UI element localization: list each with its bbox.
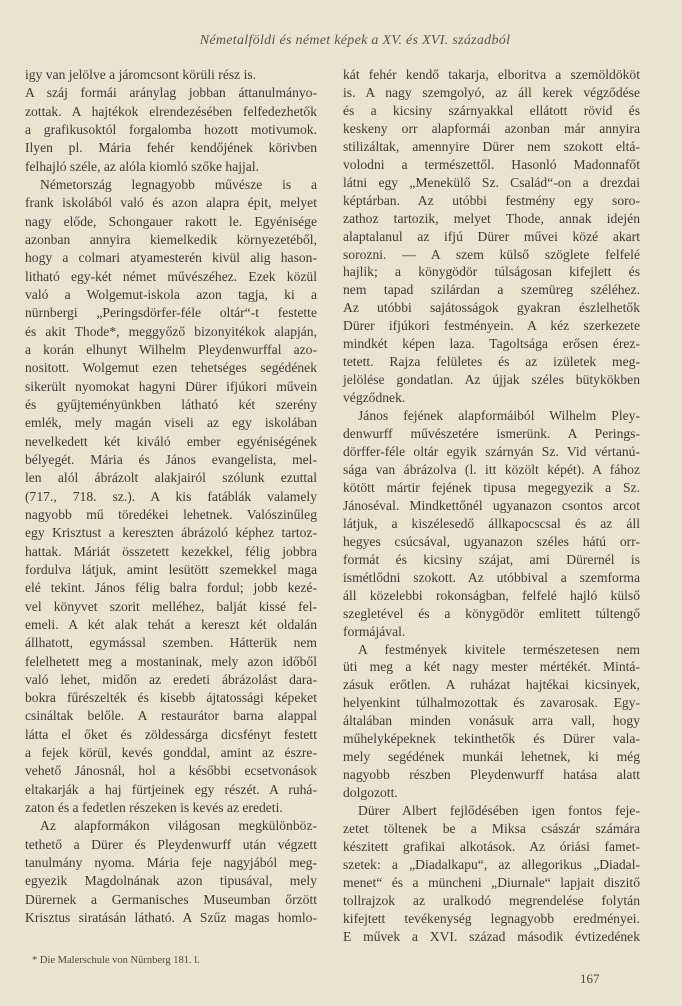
text-line: és gyűjteményünkben látható két szerény xyxy=(25,396,317,412)
text-line: vehető Jánosnál, hol a későbbi ecsetvonások xyxy=(25,763,317,779)
text-line: végződnek. xyxy=(343,390,406,406)
text-line: eltakarják a haj fürtjeinek egy részét. A ruhá- xyxy=(25,781,317,797)
text-line: a korán elhunyt Wilhelm Pleydenwurffal azo- xyxy=(25,341,317,357)
text-line: sága van ábrázolva (l. itt közölt képét). A fához xyxy=(343,461,640,477)
text-line: igy van jelölve a járomcsont körüli rész is. xyxy=(25,67,257,82)
text-line: bokra fűrészelték és kisebb ájtatossági képeket xyxy=(25,690,317,706)
text-line: dolgozott. xyxy=(343,785,398,801)
text-line: szegletével és a könygödör emlitett túltengő xyxy=(343,605,640,621)
text-line: E művek a XVI. század második évtizedének xyxy=(343,928,640,944)
right-column xyxy=(343,66,640,946)
text-line: volodni a természettől. Hasonló Madonnafőt xyxy=(343,156,640,172)
text-line: alaptalanul az ifjú Dürer művei közé akart xyxy=(343,228,640,244)
text-line: Dürer Albert fejlődésében igen fontos feje- xyxy=(358,803,640,819)
text-line: egy Krisztust a kereszten ábrázoló képhez tartoz- xyxy=(25,525,317,541)
text-line: keskeny orr alapformái azonban már annyira xyxy=(343,120,640,136)
text-line: egyezik Magdolnának azon tipusával, mely xyxy=(25,873,317,889)
text-line: emeli. A két alak tehát a kereszt két oldalán xyxy=(25,616,317,632)
text-line: Ilyen pl. Mária fehér kendőjének körivben xyxy=(25,140,317,156)
text-line: litható egy-két német művészéhez. Ezek közül xyxy=(25,268,317,284)
text-line: nürnbergi „Peringsdörfer-féle oltár“-t festette xyxy=(25,305,317,321)
text-line: nagy elődе, Schongauer rakott le. Egyénisége xyxy=(25,213,317,229)
text-line: nagyobb részben Pleydenwurff hatása alatt xyxy=(343,767,640,783)
text-line: és akit Thode*, meggyőző bizonyitékok alapján, xyxy=(25,323,317,339)
text-line: Az alapformákon világosan megkülönböz- xyxy=(40,818,317,834)
text-line: stilizáltak, amennyire Dürer nem szokott eltá- xyxy=(343,138,640,154)
text-line: bélyegét. Mária és János evangelista, mel- xyxy=(25,451,317,467)
text-line: János fejének alapformáiból Wilhelm Pley- xyxy=(358,408,640,424)
footnote: * Die Malerschule von Nürnberg 181. l. xyxy=(32,955,200,966)
text-line: látta el őket és zöldessárga dicsfényt festett xyxy=(25,726,317,742)
text-line: hajlik; a könygödör túlságosan kifejlett és xyxy=(343,264,640,280)
text-line: Az utóbbi sajátosságok gyakran észlelhetők xyxy=(343,300,640,316)
text-line: való a Wolgemut-iskola azon tagja, ki a xyxy=(25,286,317,302)
text-line: tanulmány nyoma. Mária feje nagyjából meg- xyxy=(25,855,317,871)
text-line: zathoz tartozik, melyet Thode, annak idején xyxy=(343,210,640,226)
text-line: hattak. Máriát összetett kezekkel, félig jobbra xyxy=(25,543,317,559)
text-line: jelölése gondatlan. Az újjak széles bütykökben xyxy=(343,372,640,388)
text-line: tethető a Dürer és Pleydenwurff után végzett xyxy=(25,836,317,852)
text-line: a fejek körül, kevés gonddal, amint az észre- xyxy=(25,745,317,761)
text-line: nagyobb mű töredékei lehetnek. Valószinűleg xyxy=(25,506,317,522)
text-line: azonban annyira kiemelkedik környezetéből, xyxy=(25,231,317,247)
text-line: mely segédének munkái lehetnek, ki még xyxy=(343,749,640,765)
text-line: dörffer-féle oltár egyik szárnyán Sz. Vid vértanú- xyxy=(343,444,640,460)
text-line: és a kicsiny szárnyakkal ellátott rövid és xyxy=(343,102,640,118)
text-line: képtárban. Az utóbbi festmény egy soro- xyxy=(343,192,640,208)
text-line: mindkét képen laza. Tagoltsága erősen érez- xyxy=(343,336,640,352)
text-line: kifejtett tevékenység legnagyobb eredményei. xyxy=(343,910,640,926)
text-line: zaton és a fedetlen részeken is kevés az eredeti. xyxy=(25,800,283,816)
text-line: zetet töltenek be a Miksa császár számára xyxy=(343,821,640,837)
text-line: fordulva látjuk, amint lesütött szemekkel maga xyxy=(25,561,317,577)
text-line: formájával. xyxy=(343,623,406,639)
left-column xyxy=(25,66,317,927)
text-line: nositott. Wolgemut ezen tehetséges segédének xyxy=(25,360,317,376)
text-line: felelhetett meg a mostaninak, mely azon időből xyxy=(25,653,317,669)
text-line: A száj formái aránylag jobban áttanulmányo- xyxy=(25,85,317,101)
text-line: Jánoséval. Mindkettőnél ugyanazon csontos arcot xyxy=(343,497,640,513)
text-line: is. A nagy szemgolyó, az áll kerek végződése xyxy=(343,84,640,100)
text-line: vel könyvet szorit melléhez, balját kissé fel- xyxy=(25,598,317,614)
text-line: általában minden vonásuk arra vall, hogy xyxy=(343,713,640,729)
text-line: Németország legnagyobb művésze is a xyxy=(40,176,317,192)
text-line: Dürer ifjúkori festményein. A kéz szerkezete xyxy=(343,318,640,334)
text-line: helyenkint túlhalmozottak és zavarosak. Egy- xyxy=(343,695,640,711)
text-line: sikerült nyomokat hagyni Dürer ifjúkori művein xyxy=(25,378,317,394)
text-line: áll közelebbi rokonságban, felfelé hajló külső xyxy=(343,587,640,603)
text-line: nem tapad szilárdan a szemüreg széléhez. xyxy=(343,282,640,298)
text-line: szetek: a „Diadalkapu“, az allegorikus „Diadal- xyxy=(343,856,640,872)
text-line: tollrajzok az uralkodó megrendelése folytán xyxy=(343,892,640,908)
text-line: felhajló széle, az alóla kiomló szőke hajjal. xyxy=(25,158,260,174)
text-line: frank iskolából való és azon alapra épit, melyet xyxy=(25,195,317,211)
text-line: menet“ és a müncheni „Diurnale“ lapjait diszitő xyxy=(343,874,640,890)
text-line: len alól ábrázolt alakjairól szólunk ezuttal xyxy=(25,470,317,486)
text-line: a grafikusoktól forgalomba hozott motivumok. xyxy=(25,121,317,137)
text-line: tetett. Rajza felületes és az izületek meg- xyxy=(343,354,640,370)
text-line: denwurff művészetére ismerünk. A Perings- xyxy=(343,426,640,442)
text-line: látni egy „Menekülő Sz. Család“-on a drezdai xyxy=(343,174,640,190)
text-line: elé tekint. János félig balra fordul; jobb kezé- xyxy=(25,580,317,596)
text-line: kát fehér kendő takarja, elboritva a szemöldököt xyxy=(343,67,640,82)
page-number: 167 xyxy=(580,971,600,986)
text-line: nevelkedett két kiváló ember egyéniségének xyxy=(25,433,317,449)
text-line: (717., 718. sz.). A kis fatáblák valamely xyxy=(25,488,317,504)
text-line: készitett grafikai alkotások. Az óriási famet- xyxy=(343,838,640,854)
text-line: való lehet, midőn az eredeti ábrázolást dara- xyxy=(25,671,317,687)
text-line: üti meg a két nagy mester mértékét. Mintá- xyxy=(343,659,640,675)
text-line: látjuk, a kiszélesedő állkapocscsal és az áll xyxy=(343,515,640,531)
running-header: Németalföldi és német képek a XV. és XVI. századból xyxy=(199,33,511,48)
text-line: formát és kicsiny szájat, ami Dürernél is xyxy=(343,551,640,567)
text-line: A festmények kivitele természetesen nem xyxy=(358,641,640,657)
text-line: zottak. A hajtékok elrendezésében felfedezhetők xyxy=(25,103,317,119)
text-line: csináltak belőle. A restaurátor barna alappal xyxy=(25,708,317,724)
text-line: hogy a colmari atyamesterén kivül alig hason- xyxy=(25,250,317,266)
text-line: sorozni. — A szem külső szöglete felfelé xyxy=(343,246,640,262)
text-line: Krisztus siratásán látható. A Szűz magas homlo- xyxy=(25,910,317,926)
text-line: műhelyképeknek tekinthetők és Dürer vala- xyxy=(343,731,640,747)
text-line: állhatott, egymással szemben. Hátterük nem xyxy=(25,635,317,651)
text-line: kötött mártir fejének tipusa megegyezik a Sz. xyxy=(343,479,640,495)
text-line: emlék, mely magán viseli az egy iskolában xyxy=(25,415,317,431)
text-line: ismétlődni szokott. Az utóbbival a szemforma xyxy=(343,569,640,585)
text-line: Dürernek a Germanisches Museumban őrzött xyxy=(25,891,317,907)
text-line: hegyes csúcsával, ugyanazon széles hátú orr- xyxy=(343,533,640,549)
text-line: zásuk erőtlen. A ruházat hajtékai kicsinyek, xyxy=(343,677,640,693)
